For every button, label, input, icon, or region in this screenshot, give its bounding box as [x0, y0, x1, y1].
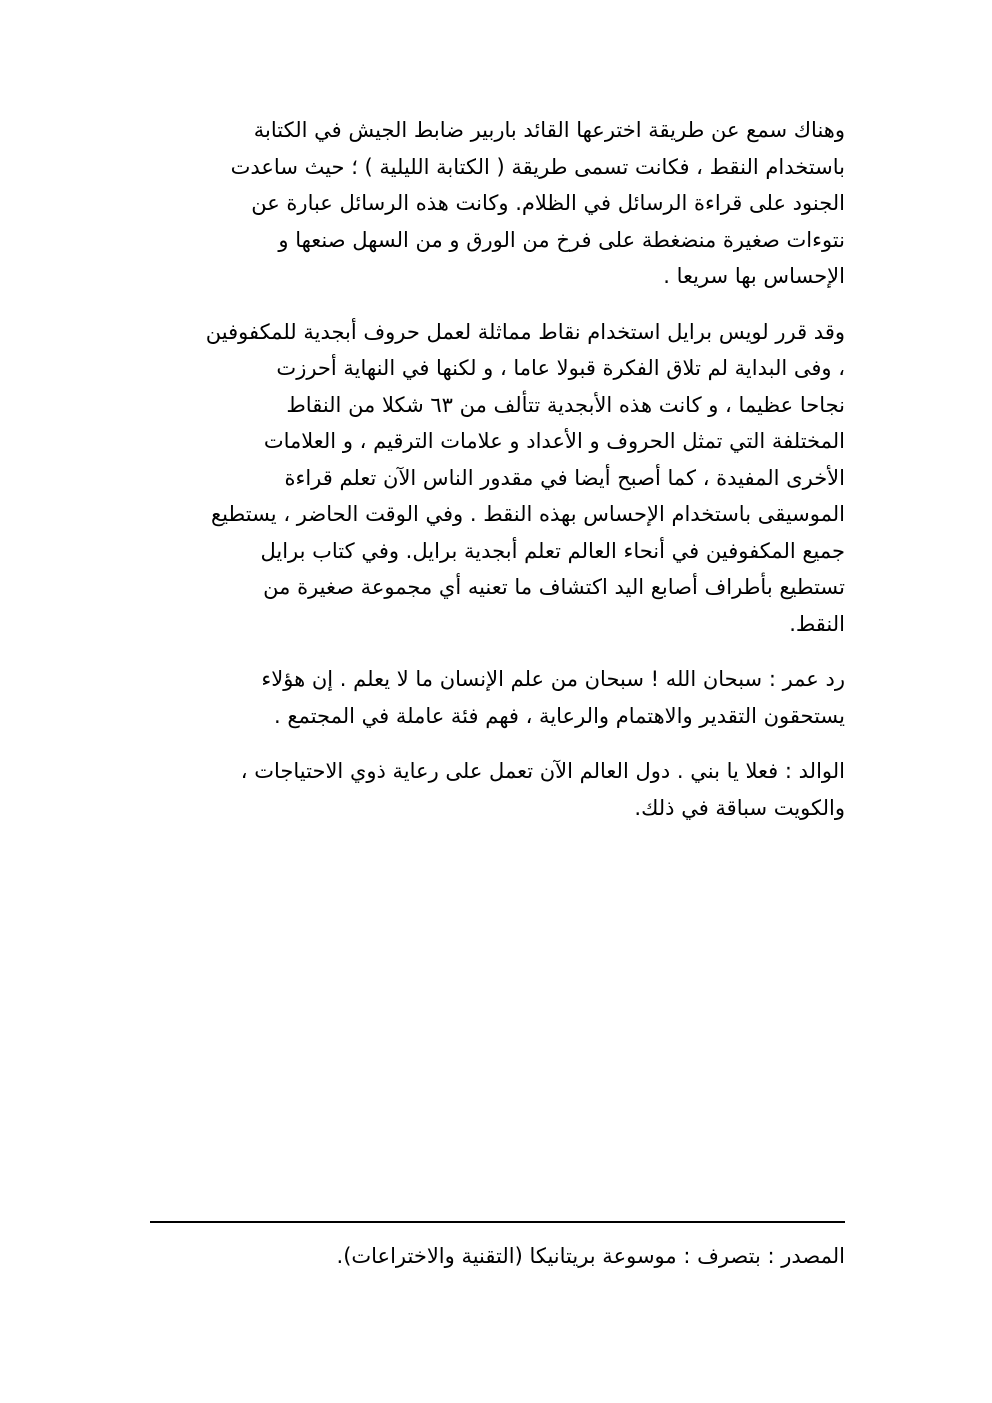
body-text — [150, 112, 845, 845]
paragraph-omar-reply: رد عمر : سبحان الله ! سبحان من علم الإنسان ما لا يعلم . إن هؤلاء يستحقون التقدير والاهتمام والرعاية ، فهم فئة عاملة في المجتمع . — [261, 667, 845, 728]
paragraph-father-reply: الوالد : فعلا يا بني . دول العالم الآن تعمل على رعاية ذوي الاحتياجات ، والكويت سباقة في ذلك. — [240, 759, 845, 820]
paragraph-braille-alphabet: وقد قرر لويس برايل استخدام نقاط مماثلة لعمل حروف أبجدية للمكفوفين ، وفى البداية لم تلاق الفكرة قبولا عاما ، و لكنها في النهاية أحرزت نجاحا عظيما ، و كانت هذه الأبجدية تتألف من ٦٣ شكلا من النقاط المختلفة التي تمثل الحروف و الأعداد و علامات الترقيم ، و العلامات الأخرى المفيدة ، كما أصبح أيضا في مقدور الناس الآن تعلم قراءة الموسيقى باستخدام الإحساس بهذه النقط . وفي الوقت الحاضر ، يستطيع جميع المكفوفين في أنحاء العالم تعلم أبجدية برايل. وفي كتاب برايل تستطيع بأطراف أصابع اليد اكتشاف ما تعنيه أي مجموعة صغيرة من النقط. — [205, 319, 845, 636]
paragraph-barbier-night-writing: وهناك سمع عن طريقة اخترعها القائد باربير ضابط الجيش في الكتابة باستخدام النقط ، فكانت تسمى طريقة ( الكتابة الليلية ) ؛ حيث ساعدت الجنود على قراءة الرسائل في الظلام. وكانت هذه الرسائل عبارة عن نتوءات صغيرة منضغطة على فرخ من الورق و من السهل صنعها و الإحساس بها سريعا . — [230, 118, 845, 288]
source-footnote: المصدر : بتصرف : موسوعة بريتانيكا (التقنية والاختراعات). — [336, 1244, 845, 1268]
footnote-separator — [150, 1221, 845, 1223]
